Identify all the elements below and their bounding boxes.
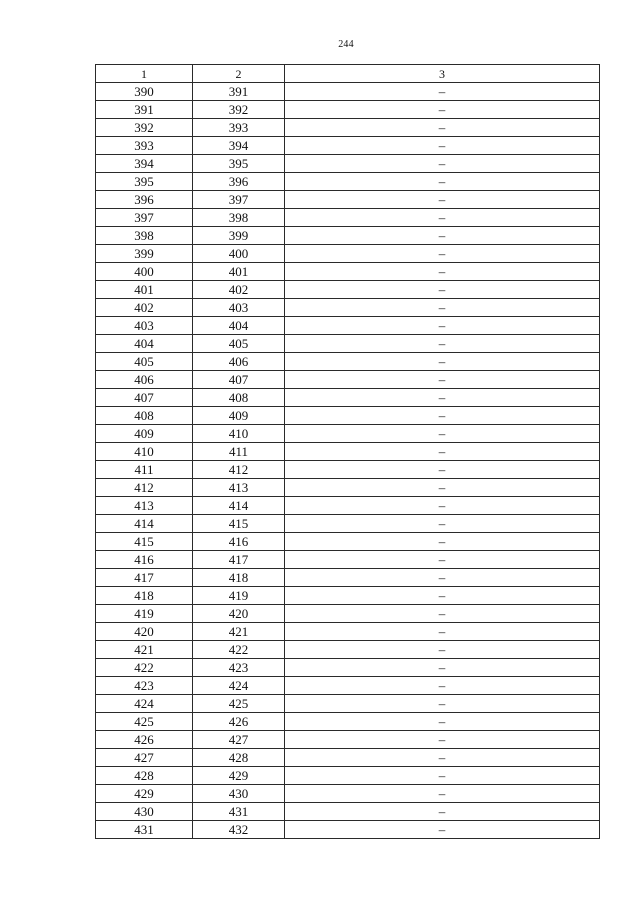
cell-column-2: 432 xyxy=(193,821,285,839)
cell-column-1: 395 xyxy=(96,173,193,191)
cell-column-3: – xyxy=(285,209,600,227)
cell-column-3: – xyxy=(285,155,600,173)
table-row xyxy=(96,335,600,353)
cell-column-2: 400 xyxy=(193,245,285,263)
table-row xyxy=(96,587,600,605)
table-row xyxy=(96,119,600,137)
table-row xyxy=(96,785,600,803)
cell-column-2: 396 xyxy=(193,173,285,191)
cell-column-1: 431 xyxy=(96,821,193,839)
cell-column-1: 414 xyxy=(96,515,193,533)
cell-column-1: 427 xyxy=(96,749,193,767)
table-row xyxy=(96,389,600,407)
cell-column-1: 424 xyxy=(96,695,193,713)
cell-column-3: – xyxy=(285,749,600,767)
cell-column-1: 419 xyxy=(96,605,193,623)
table-row xyxy=(96,83,600,101)
cell-column-3: – xyxy=(285,317,600,335)
cell-column-2: 431 xyxy=(193,803,285,821)
table-row xyxy=(96,155,600,173)
cell-column-1: 422 xyxy=(96,659,193,677)
data-table xyxy=(95,64,600,839)
table-row xyxy=(96,425,600,443)
cell-column-2: 424 xyxy=(193,677,285,695)
cell-column-3: – xyxy=(285,191,600,209)
table-row xyxy=(96,263,600,281)
cell-column-2: 406 xyxy=(193,353,285,371)
cell-column-1: 402 xyxy=(96,299,193,317)
table-row xyxy=(96,821,600,839)
table-row xyxy=(96,713,600,731)
table-row xyxy=(96,767,600,785)
cell-column-2: 418 xyxy=(193,569,285,587)
cell-column-1: 429 xyxy=(96,785,193,803)
table-row xyxy=(96,695,600,713)
cell-column-2: 423 xyxy=(193,659,285,677)
table-row xyxy=(96,749,600,767)
cell-column-2: 412 xyxy=(193,461,285,479)
table-row xyxy=(96,443,600,461)
cell-column-1: 415 xyxy=(96,533,193,551)
cell-column-1: 420 xyxy=(96,623,193,641)
cell-column-1: 392 xyxy=(96,119,193,137)
cell-column-1: 406 xyxy=(96,371,193,389)
table-row xyxy=(96,353,600,371)
column-header-3: 3 xyxy=(285,65,600,83)
cell-column-1: 401 xyxy=(96,281,193,299)
table-row xyxy=(96,479,600,497)
table-row xyxy=(96,659,600,677)
cell-column-2: 395 xyxy=(193,155,285,173)
cell-column-2: 394 xyxy=(193,137,285,155)
cell-column-3: – xyxy=(285,407,600,425)
table-row xyxy=(96,173,600,191)
cell-column-3: – xyxy=(285,371,600,389)
table-row xyxy=(96,641,600,659)
cell-column-3: – xyxy=(285,623,600,641)
cell-column-3: – xyxy=(285,533,600,551)
cell-column-1: 397 xyxy=(96,209,193,227)
cell-column-3: – xyxy=(285,587,600,605)
cell-column-2: 417 xyxy=(193,551,285,569)
table-row xyxy=(96,677,600,695)
cell-column-3: – xyxy=(285,803,600,821)
cell-column-1: 407 xyxy=(96,389,193,407)
table-row xyxy=(96,245,600,263)
cell-column-2: 391 xyxy=(193,83,285,101)
cell-column-2: 426 xyxy=(193,713,285,731)
cell-column-3: – xyxy=(285,713,600,731)
cell-column-3: – xyxy=(285,425,600,443)
cell-column-3: – xyxy=(285,101,600,119)
cell-column-3: – xyxy=(285,281,600,299)
cell-column-2: 419 xyxy=(193,587,285,605)
cell-column-3: – xyxy=(285,389,600,407)
column-header-1: 1 xyxy=(96,65,193,83)
table-header xyxy=(96,65,600,83)
cell-column-3: – xyxy=(285,479,600,497)
cell-column-2: 425 xyxy=(193,695,285,713)
cell-column-2: 397 xyxy=(193,191,285,209)
cell-column-1: 413 xyxy=(96,497,193,515)
table-row xyxy=(96,227,600,245)
cell-column-1: 399 xyxy=(96,245,193,263)
cell-column-2: 413 xyxy=(193,479,285,497)
cell-column-1: 421 xyxy=(96,641,193,659)
cell-column-2: 409 xyxy=(193,407,285,425)
cell-column-3: – xyxy=(285,731,600,749)
table-row xyxy=(96,209,600,227)
table-row xyxy=(96,101,600,119)
cell-column-2: 401 xyxy=(193,263,285,281)
page-number: 244 xyxy=(338,39,354,50)
cell-column-3: – xyxy=(285,659,600,677)
cell-column-1: 430 xyxy=(96,803,193,821)
cell-column-3: – xyxy=(285,227,600,245)
table-row xyxy=(96,281,600,299)
cell-column-2: 402 xyxy=(193,281,285,299)
cell-column-2: 414 xyxy=(193,497,285,515)
cell-column-2: 403 xyxy=(193,299,285,317)
cell-column-3: – xyxy=(285,461,600,479)
cell-column-2: 398 xyxy=(193,209,285,227)
table-row xyxy=(96,605,600,623)
cell-column-2: 411 xyxy=(193,443,285,461)
cell-column-2: 410 xyxy=(193,425,285,443)
table-row xyxy=(96,137,600,155)
cell-column-3: – xyxy=(285,83,600,101)
cell-column-3: – xyxy=(285,119,600,137)
cell-column-2: 430 xyxy=(193,785,285,803)
cell-column-2: 393 xyxy=(193,119,285,137)
cell-column-2: 429 xyxy=(193,767,285,785)
cell-column-1: 409 xyxy=(96,425,193,443)
table-row xyxy=(96,497,600,515)
cell-column-3: – xyxy=(285,605,600,623)
cell-column-1: 412 xyxy=(96,479,193,497)
table-row xyxy=(96,623,600,641)
cell-column-1: 410 xyxy=(96,443,193,461)
cell-column-1: 417 xyxy=(96,569,193,587)
cell-column-3: – xyxy=(285,641,600,659)
cell-column-2: 392 xyxy=(193,101,285,119)
cell-column-3: – xyxy=(285,245,600,263)
cell-column-1: 428 xyxy=(96,767,193,785)
cell-column-3: – xyxy=(285,443,600,461)
cell-column-1: 393 xyxy=(96,137,193,155)
cell-column-3: – xyxy=(285,299,600,317)
cell-column-3: – xyxy=(285,353,600,371)
cell-column-2: 422 xyxy=(193,641,285,659)
table-row xyxy=(96,551,600,569)
cell-column-1: 404 xyxy=(96,335,193,353)
table-row xyxy=(96,533,600,551)
header-row xyxy=(96,65,600,83)
cell-column-1: 400 xyxy=(96,263,193,281)
table-row xyxy=(96,371,600,389)
cell-column-2: 416 xyxy=(193,533,285,551)
cell-column-2: 405 xyxy=(193,335,285,353)
cell-column-3: – xyxy=(285,551,600,569)
cell-column-1: 403 xyxy=(96,317,193,335)
cell-column-1: 425 xyxy=(96,713,193,731)
cell-column-3: – xyxy=(285,335,600,353)
cell-column-1: 390 xyxy=(96,83,193,101)
cell-column-2: 407 xyxy=(193,371,285,389)
cell-column-1: 418 xyxy=(96,587,193,605)
table-row xyxy=(96,569,600,587)
table-row xyxy=(96,299,600,317)
cell-column-1: 423 xyxy=(96,677,193,695)
cell-column-1: 416 xyxy=(96,551,193,569)
cell-column-3: – xyxy=(285,263,600,281)
table-row xyxy=(96,191,600,209)
cell-column-2: 421 xyxy=(193,623,285,641)
cell-column-3: – xyxy=(285,497,600,515)
cell-column-3: – xyxy=(285,785,600,803)
column-header-2: 2 xyxy=(193,65,285,83)
cell-column-3: – xyxy=(285,569,600,587)
table-body xyxy=(96,83,600,839)
cell-column-1: 405 xyxy=(96,353,193,371)
cell-column-3: – xyxy=(285,515,600,533)
table-row xyxy=(96,803,600,821)
table-row xyxy=(96,515,600,533)
cell-column-2: 404 xyxy=(193,317,285,335)
table-row xyxy=(96,461,600,479)
cell-column-3: – xyxy=(285,821,600,839)
cell-column-3: – xyxy=(285,137,600,155)
cell-column-2: 399 xyxy=(193,227,285,245)
cell-column-2: 427 xyxy=(193,731,285,749)
cell-column-1: 408 xyxy=(96,407,193,425)
cell-column-3: – xyxy=(285,173,600,191)
cell-column-3: – xyxy=(285,695,600,713)
table-row xyxy=(96,317,600,335)
cell-column-3: – xyxy=(285,767,600,785)
cell-column-1: 391 xyxy=(96,101,193,119)
cell-column-3: – xyxy=(285,677,600,695)
cell-column-1: 398 xyxy=(96,227,193,245)
cell-column-2: 420 xyxy=(193,605,285,623)
cell-column-2: 415 xyxy=(193,515,285,533)
cell-column-1: 396 xyxy=(96,191,193,209)
cell-column-1: 426 xyxy=(96,731,193,749)
table-row xyxy=(96,407,600,425)
cell-column-2: 408 xyxy=(193,389,285,407)
cell-column-1: 411 xyxy=(96,461,193,479)
table-row xyxy=(96,731,600,749)
cell-column-1: 394 xyxy=(96,155,193,173)
cell-column-2: 428 xyxy=(193,749,285,767)
